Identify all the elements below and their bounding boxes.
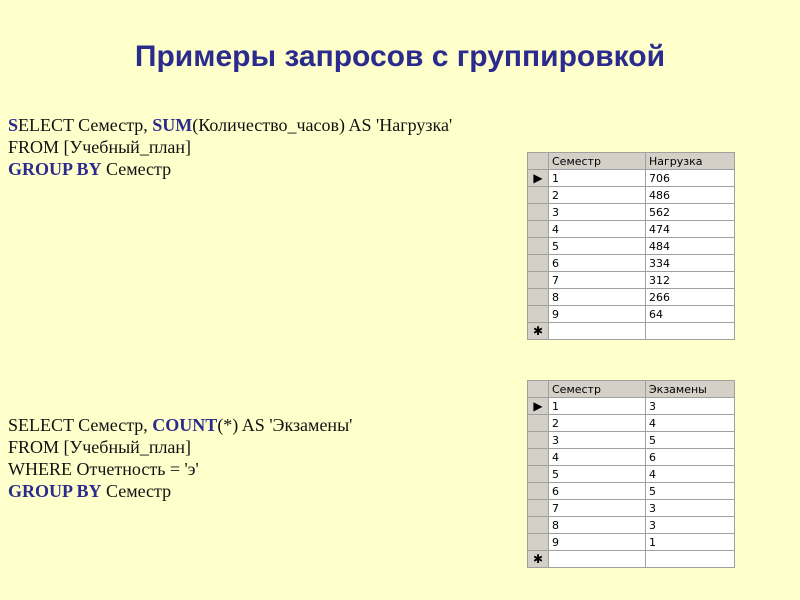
table-cell[interactable]: 4 <box>646 415 735 432</box>
row-selector[interactable] <box>528 306 549 323</box>
column-header[interactable]: Нагрузка <box>646 153 735 170</box>
table-row[interactable] <box>528 187 735 204</box>
row-selector[interactable] <box>528 449 549 466</box>
table-cell[interactable]: 1 <box>549 170 646 187</box>
table-cell[interactable]: 6 <box>549 483 646 500</box>
table-cell[interactable]: 3 <box>646 500 735 517</box>
row-selector[interactable] <box>528 289 549 306</box>
table-cell[interactable]: 8 <box>549 289 646 306</box>
sql-from-line: FROM [Учебный_план] <box>8 137 192 157</box>
table-cell[interactable]: 4 <box>549 221 646 238</box>
table-cell[interactable]: 5 <box>646 483 735 500</box>
sql-keyword: S <box>8 115 19 135</box>
column-header[interactable]: Семестр <box>549 153 646 170</box>
table-row[interactable] <box>528 221 735 238</box>
table-cell[interactable]: 8 <box>549 517 646 534</box>
sql-groupby-line <box>8 480 352 502</box>
table-cell[interactable]: 64 <box>646 306 735 323</box>
row-selector[interactable] <box>528 204 549 221</box>
table-row[interactable] <box>528 534 735 551</box>
table-cell[interactable]: 334 <box>646 255 735 272</box>
table-row[interactable] <box>528 170 735 187</box>
table-row[interactable] <box>528 500 735 517</box>
sql-from-line: FROM [Учебный_план] <box>8 437 192 457</box>
grid-header-row <box>528 381 735 398</box>
row-selector[interactable] <box>528 483 549 500</box>
table-cell[interactable]: 9 <box>549 306 646 323</box>
table-row[interactable] <box>528 483 735 500</box>
sql-select-line <box>8 414 352 436</box>
row-selector[interactable] <box>528 272 549 289</box>
table-cell[interactable]: 3 <box>549 204 646 221</box>
sql-query-sum <box>8 114 452 180</box>
sql-text: (Количество_часов) AS 'Нагрузка' <box>192 115 453 135</box>
sql-text: ELECT Семестр, <box>18 115 153 135</box>
row-selector[interactable] <box>528 187 549 204</box>
row-selector[interactable] <box>528 500 549 517</box>
table-row[interactable] <box>528 255 735 272</box>
table-row[interactable] <box>528 238 735 255</box>
table-cell[interactable]: 2 <box>549 415 646 432</box>
table-cell[interactable]: 486 <box>646 187 735 204</box>
table-row[interactable] <box>528 415 735 432</box>
sql-text: (*) AS 'Экзамены' <box>217 415 353 435</box>
table-cell[interactable]: 706 <box>646 170 735 187</box>
row-selector[interactable] <box>528 466 549 483</box>
sql-function: COUNT <box>152 415 218 435</box>
row-selector[interactable] <box>528 255 549 272</box>
table-cell[interactable]: 2 <box>549 187 646 204</box>
sql-select-line <box>8 114 452 136</box>
table-cell[interactable]: 1 <box>549 398 646 415</box>
sql-text: Семестр <box>101 159 172 179</box>
result-grid-load <box>527 152 735 340</box>
table-cell[interactable]: 3 <box>549 432 646 449</box>
table-cell[interactable]: 5 <box>646 432 735 449</box>
row-selector-header[interactable] <box>528 153 549 170</box>
new-record-row[interactable] <box>528 551 735 568</box>
table-cell[interactable]: 3 <box>646 517 735 534</box>
table-cell[interactable]: 1 <box>646 534 735 551</box>
sql-text: SELECT Семестр, <box>8 415 153 435</box>
table-row[interactable] <box>528 432 735 449</box>
column-header[interactable]: Экзамены <box>646 381 735 398</box>
table-cell[interactable]: 3 <box>646 398 735 415</box>
sql-where-line: WHERE Отчетность = 'э' <box>8 459 199 479</box>
row-selector[interactable] <box>528 415 549 432</box>
table-cell[interactable]: 312 <box>646 272 735 289</box>
current-row-arrow-icon[interactable]: ▶ <box>528 170 549 187</box>
table-cell[interactable]: 4 <box>549 449 646 466</box>
sql-groupby-line <box>8 158 452 180</box>
table-row[interactable] <box>528 272 735 289</box>
table-row[interactable] <box>528 306 735 323</box>
table-cell[interactable] <box>646 551 735 568</box>
table-cell[interactable]: 5 <box>549 238 646 255</box>
table-cell[interactable]: 4 <box>646 466 735 483</box>
table-cell[interactable]: 9 <box>549 534 646 551</box>
table-cell[interactable]: 474 <box>646 221 735 238</box>
table-row[interactable] <box>528 466 735 483</box>
table-cell[interactable]: 562 <box>646 204 735 221</box>
table-row[interactable] <box>528 204 735 221</box>
result-grid-exams <box>527 380 735 568</box>
slide-title: Примеры запросов с группировкой <box>134 40 666 73</box>
table-cell[interactable]: 484 <box>646 238 735 255</box>
new-record-star-icon[interactable]: ✱ <box>528 323 549 340</box>
table-cell[interactable]: 7 <box>549 272 646 289</box>
row-selector[interactable] <box>528 221 549 238</box>
row-selector[interactable] <box>528 517 549 534</box>
new-record-row[interactable] <box>528 323 735 340</box>
sql-keyword: GROUP BY <box>8 159 102 179</box>
column-header[interactable]: Семестр <box>549 381 646 398</box>
table-row[interactable] <box>528 289 735 306</box>
row-selector[interactable] <box>528 534 549 551</box>
table-cell[interactable]: 6 <box>646 449 735 466</box>
table-cell[interactable] <box>549 323 646 340</box>
table-cell[interactable]: 7 <box>549 500 646 517</box>
current-row-arrow-icon[interactable]: ▶ <box>528 398 549 415</box>
row-selector-header[interactable] <box>528 381 549 398</box>
table-cell[interactable]: 5 <box>549 466 646 483</box>
sql-function: SUM <box>152 115 193 135</box>
table-cell[interactable] <box>646 323 735 340</box>
table-row[interactable] <box>528 398 735 415</box>
new-record-star-icon[interactable]: ✱ <box>528 551 549 568</box>
sql-keyword: GROUP BY <box>8 481 102 501</box>
row-selector[interactable] <box>528 238 549 255</box>
table-row[interactable] <box>528 449 735 466</box>
table-cell[interactable]: 266 <box>646 289 735 306</box>
row-selector[interactable] <box>528 432 549 449</box>
grid-header-row <box>528 153 735 170</box>
table-row[interactable] <box>528 517 735 534</box>
table-cell[interactable]: 6 <box>549 255 646 272</box>
sql-query-count <box>8 414 352 502</box>
sql-text: Семестр <box>101 481 172 501</box>
table-cell[interactable] <box>549 551 646 568</box>
